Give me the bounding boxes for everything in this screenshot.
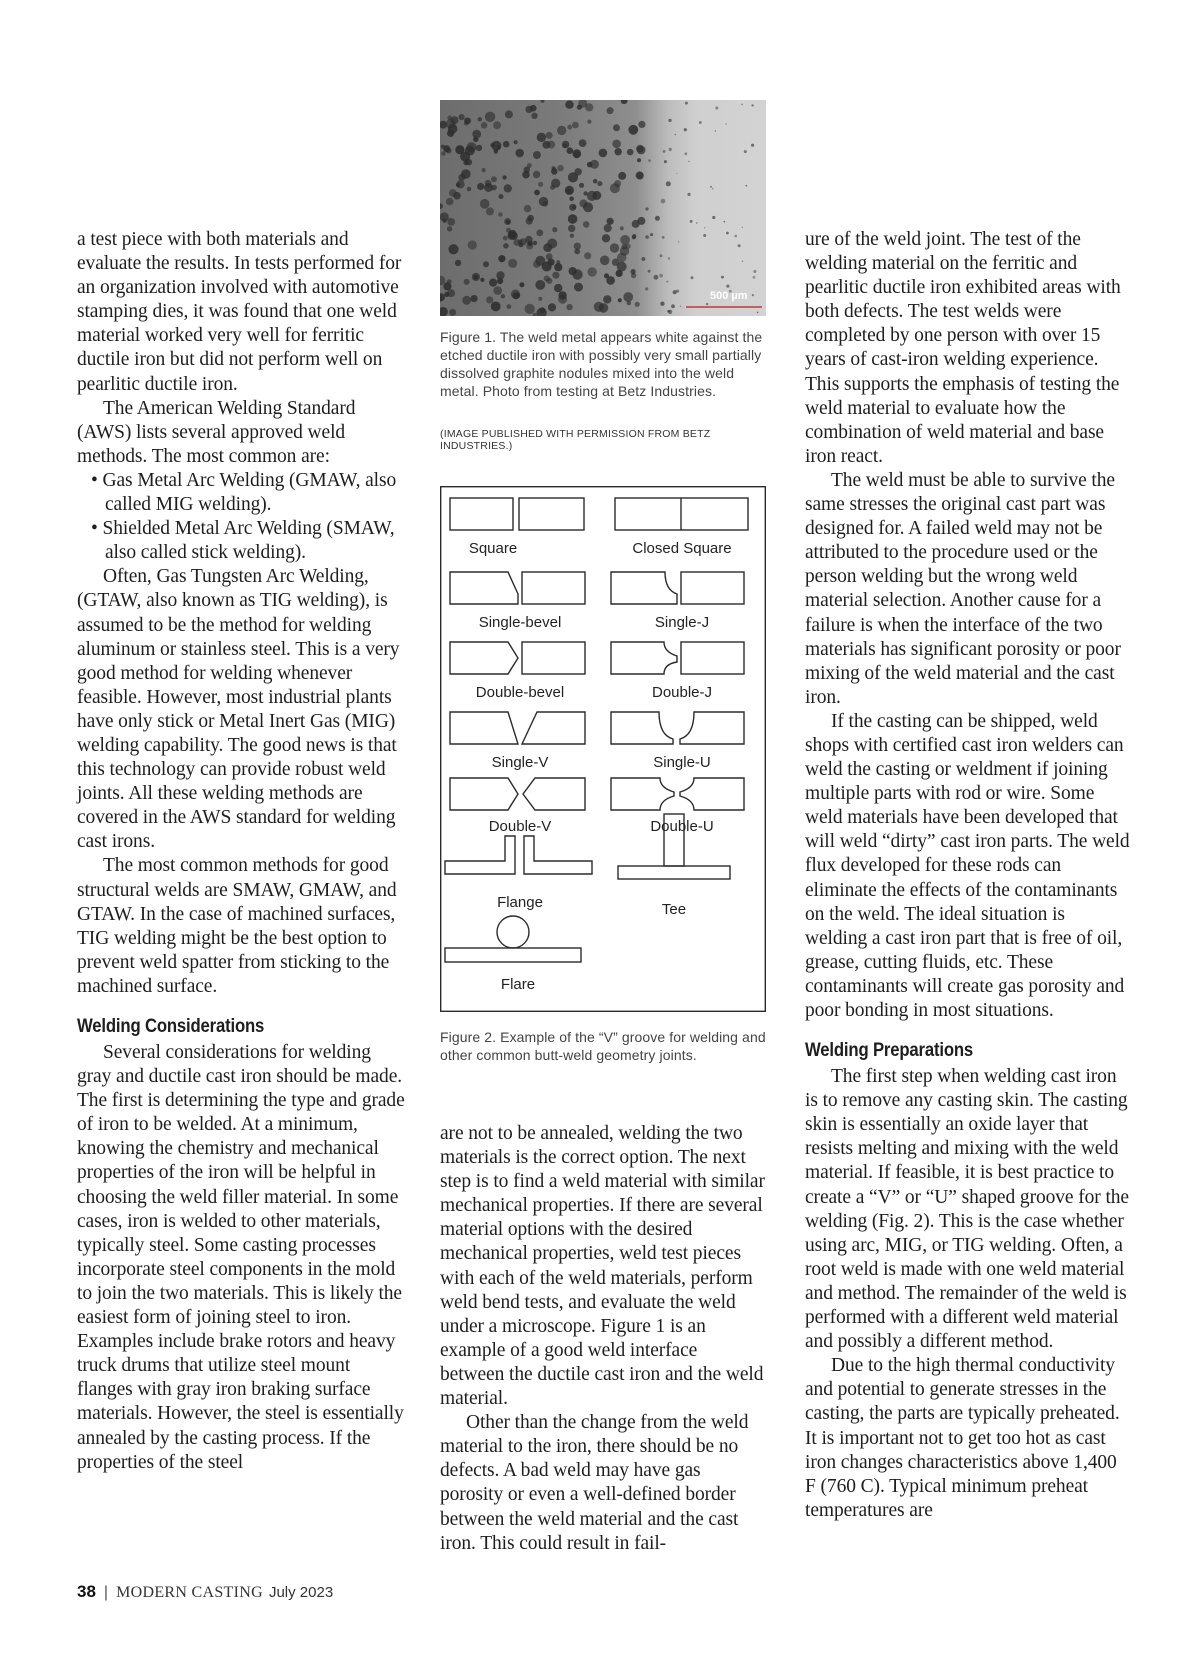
label-double-u: Double-U (650, 818, 714, 835)
graphite-nodule (505, 110, 513, 118)
graphite-nodule (715, 107, 718, 110)
graphite-nodule (550, 185, 555, 190)
graphite-nodule (552, 227, 557, 232)
graphite-nodule (671, 304, 675, 308)
graphite-nodule (673, 290, 677, 294)
graphite-nodule (558, 295, 567, 304)
graphite-nodule (583, 221, 590, 228)
graphite-nodule (554, 263, 562, 271)
graphite-nodule (660, 302, 664, 306)
graphite-nodule (557, 165, 563, 171)
graphite-nodule (516, 293, 520, 297)
graphite-nodule (498, 212, 503, 217)
graphite-nodule (706, 303, 708, 305)
paragraph: The most common methods for good structural welds are SMAW, GMAW, and GTAW. In the case of machined surfaces, TIG welding might be the best option to prevent weld spatter from sticking to the machined surface. (77, 855, 397, 997)
graphite-nodule (467, 142, 477, 152)
graphite-nodule (620, 235, 630, 245)
graphite-nodule (491, 302, 501, 312)
section-heading: Welding Considerations (77, 1016, 265, 1037)
graphite-nodule (752, 294, 754, 296)
graphite-nodule (449, 309, 456, 316)
graphite-nodule (476, 145, 482, 151)
graphite-nodule (712, 216, 715, 219)
graphite-nodule (486, 207, 494, 215)
graphite-nodule (490, 143, 495, 148)
graphite-nodule (486, 296, 493, 303)
graphite-nodule (572, 205, 576, 209)
micrograph-image (440, 100, 766, 316)
graphite-nodule (572, 122, 579, 129)
graphite-nodule (666, 281, 668, 283)
graphite-nodule (498, 255, 505, 262)
graphite-nodule (459, 114, 465, 120)
joint-double-j-left (611, 642, 677, 674)
graphite-nodule (696, 222, 697, 223)
graphite-nodule (447, 115, 452, 120)
bullet-item: • Gas Metal Arc Welding (GMAW, also called MIG welding). (91, 469, 397, 516)
graphite-nodule (703, 234, 706, 237)
graphite-nodule (482, 168, 486, 172)
label-single-bevel: Single-bevel (478, 614, 562, 631)
graphite-nodule (503, 243, 509, 249)
graphite-nodule (484, 183, 493, 192)
graphite-nodule (566, 189, 572, 195)
graphite-nodule (599, 303, 609, 313)
graphite-nodule (604, 273, 609, 278)
graphite-nodule (447, 226, 452, 231)
graphite-nodule (456, 180, 464, 188)
issue-date: July 2023 (268, 1584, 334, 1601)
graphite-nodule (654, 275, 659, 280)
joint-flange-left (445, 836, 515, 874)
graphite-nodule (615, 148, 622, 155)
graphite-nodule (493, 121, 501, 129)
graphite-nodule (496, 145, 501, 150)
joint-square-left (450, 498, 513, 530)
graphite-nodule (753, 270, 756, 273)
graphite-nodule (645, 207, 648, 210)
scale-label: 500 µm (710, 290, 748, 302)
graphite-nodule (607, 107, 614, 114)
graphite-nodule (464, 279, 470, 285)
graphite-nodule (557, 126, 566, 135)
graphite-nodule (567, 125, 572, 130)
graphite-nodule (659, 274, 663, 278)
graphite-nodule (675, 134, 677, 136)
graphite-nodule (650, 233, 653, 236)
joint-double-bevel-left (450, 642, 518, 674)
joint-single-bevel-left (450, 572, 518, 604)
graphite-nodule (663, 150, 666, 153)
graphite-nodule (604, 224, 612, 232)
graphite-nodule (579, 139, 587, 147)
graphite-nodule (599, 149, 608, 158)
graphite-nodule (574, 283, 583, 292)
graphite-nodule (610, 183, 620, 193)
paragraph: The weld must be able to survive the same stresses the original cast part was designed for. A failed weld may not be attributed to the procedure used or the person welding but the wrong weld material selection. Another cause for a failure is when the interface of the two materials has significant porosity or poor mixing of the weld material and the cast iron. (805, 469, 1121, 708)
graphite-nodule (447, 289, 455, 297)
graphite-nodule (584, 252, 591, 259)
graphite-nodule (534, 190, 540, 196)
label-double-j: Double-J (651, 684, 713, 701)
graphite-nodule (539, 307, 545, 313)
graphite-nodule (723, 221, 725, 223)
graphite-nodule (542, 141, 550, 149)
graphite-nodule (483, 261, 489, 267)
graphite-nodule (666, 181, 671, 186)
bullet-text: Gas Metal Arc Welding (GMAW, also called MIG welding). (102, 469, 397, 516)
graphite-nodule (480, 199, 490, 209)
graphite-nodule (533, 260, 541, 268)
graphite-nodule (525, 304, 535, 314)
graphite-nodule (678, 241, 679, 242)
graphite-nodule (543, 243, 552, 252)
page-number: 38 (77, 1582, 96, 1601)
graphite-nodule (645, 235, 649, 239)
graphite-nodule (648, 159, 651, 162)
joint-single-v-right (522, 712, 585, 744)
graphite-nodule (738, 244, 741, 247)
graphite-nodule (533, 171, 540, 178)
paragraph: are not to be annealed, welding the two materials is the correct option. The next step is to find a weld material with similar mechanical properties. If there are several material options with the desired mechanical properties, weld test pieces with each of the weld materials, perform weld bend tests, and evaluate the weld under a microscope. Figure 1 is an example of a good weld interface between the ductile cast iron and the weld material. (440, 1123, 765, 1410)
graphite-nodule (448, 124, 458, 134)
article-column-1 (77, 228, 409, 1475)
graphite-nodule (535, 280, 545, 290)
graphite-nodule (597, 181, 602, 186)
graphite-nodule (463, 160, 468, 165)
article-column-3 (805, 228, 1130, 1523)
graphite-nodule (467, 187, 472, 192)
graphite-nodule (602, 234, 610, 242)
graphite-nodule (620, 246, 629, 255)
graphite-nodule (533, 151, 541, 159)
graphite-nodule (468, 240, 477, 249)
graphite-nodule (691, 276, 694, 279)
joint-double-u-left (611, 778, 674, 810)
graphite-nodule (481, 122, 488, 129)
graphite-nodule (566, 304, 572, 310)
graphite-nodule (443, 219, 447, 223)
graphite-nodule (628, 125, 638, 135)
graphite-nodule (676, 173, 677, 174)
graphite-nodule (588, 267, 597, 276)
page-footer (77, 1582, 333, 1602)
graphite-nodule (726, 232, 729, 235)
graphite-nodule (497, 278, 503, 284)
label-flange: Flange (497, 894, 543, 911)
graphite-nodule (612, 259, 619, 266)
graphite-nodule (620, 226, 624, 230)
figure-1-caption: Figure 1. The weld metal appears white against the etched ductile iron with possibly very small partially dissolved graphite nodules mixed into the weld metal. Photo from testing at Betz Industries. (440, 329, 763, 399)
label-flare: Flare (500, 976, 536, 993)
graphite-nodule (627, 301, 631, 305)
paragraph: The first step when welding cast iron is to remove any casting skin. The casting skin is essentially an oxide layer that resists melting and mixing with the weld material. If feasible, it is best practice to create a “V” or “U” shaped groove for the welding (Fig. 2). This is the case whether using arc, MIG, or TIG welding. Often, a root weld is made with one weld material and method. The remainder of the weld is performed with a different weld material and possibly a different method. (805, 1066, 1129, 1353)
graphite-nodule (501, 294, 505, 298)
graphite-nodule (518, 242, 523, 247)
graphite-nodule (638, 121, 645, 128)
graphite-nodule (745, 185, 747, 187)
graphite-nodule (446, 198, 454, 206)
joint-single-bevel-right (522, 572, 585, 604)
joint-double-bevel-right (522, 642, 585, 674)
graphite-nodule (631, 273, 636, 278)
graphite-nodule (710, 186, 712, 188)
graphite-nodule (548, 303, 556, 311)
graphite-nodule (514, 140, 518, 144)
graphite-nodule (661, 199, 666, 204)
graphite-nodule (570, 234, 574, 238)
graphite-nodule (569, 197, 574, 202)
graphite-nodule (680, 306, 682, 308)
graphite-nodule (503, 236, 508, 241)
graphite-nodule (464, 118, 471, 125)
graphite-nodule (489, 279, 497, 287)
graphite-nodule (567, 147, 574, 154)
graphite-nodule (568, 225, 575, 232)
graphite-nodule (528, 241, 533, 246)
figure-2-caption: Figure 2. Example of the “V” groove for welding and other common butt-weld geometry joints. (440, 1029, 766, 1063)
graphite-nodule (530, 105, 537, 112)
graphite-nodule (667, 310, 670, 313)
graphite-nodule (623, 292, 633, 302)
graphite-nodule (448, 244, 458, 254)
graphite-nodule (645, 287, 648, 290)
graphite-nodule (715, 130, 716, 131)
joint-single-u-right (680, 712, 744, 744)
joint-double-v-left (450, 778, 518, 810)
graphite-nodule (655, 216, 660, 221)
graphite-nodule (471, 295, 478, 302)
graphite-nodule (742, 227, 743, 228)
graphite-nodule (537, 133, 546, 142)
graphite-nodule (660, 254, 663, 257)
graphite-nodule (636, 171, 644, 179)
graphite-nodule (531, 113, 537, 119)
graphite-nodule (455, 260, 461, 266)
joint-single-u-left (611, 712, 673, 744)
graphite-nodule (664, 160, 667, 163)
bullet-item: • Shielded Metal Arc Welding (SMAW, also called stick welding). (91, 518, 395, 564)
graphite-nodule (668, 119, 671, 122)
graphite-nodule (613, 124, 620, 131)
graphite-nodule (603, 295, 611, 303)
graphite-nodule (725, 123, 726, 124)
paragraph: If the casting can be shipped, weld shops with certified cast iron welders can weld the casting or weldment if joining multiple parts with rod or wire. Some weld materials have been developed that will weld “dirty” cast iron parts. The weld flux developed for these rods can eliminate the effects of the contaminants on the weld. The ideal situation is welding a cast iron part that is free of oil, grease, cutting fluids, etc. These contaminants will create gas porosity and poor bonding in most situations. (805, 710, 1130, 1021)
graphite-nodule (478, 117, 482, 121)
graphite-nodule (742, 261, 744, 263)
graphite-nodule (447, 218, 455, 226)
graphite-nodule (685, 102, 688, 105)
paragraph: ure of the weld joint. The test of the welding material on the ferritic and pearlitic ductile iron exhibited areas with both defects. The test welds were completed by one person with over 15 years of cast-iron welding experience. This supports the emphasis of testing the weld material to evaluate how the combination of weld material and base iron react. (805, 229, 1121, 467)
graphite-nodule (637, 158, 641, 162)
graphite-nodule (462, 296, 471, 305)
graphite-nodule (704, 227, 705, 228)
graphite-nodule (522, 171, 530, 179)
graphite-nodule (574, 243, 581, 250)
graphite-nodule (744, 150, 747, 153)
graphite-nodule (684, 128, 687, 131)
article-column-2 (440, 1122, 765, 1556)
graphite-nodule (552, 166, 556, 170)
graphite-nodule (712, 188, 714, 190)
graphite-nodule (538, 182, 543, 187)
graphite-nodule (699, 121, 702, 124)
joint-single-v-left (450, 712, 518, 744)
micrograph-photo (440, 100, 766, 316)
joint-square-right (519, 498, 584, 530)
label-square: Square (468, 540, 518, 557)
graphite-nodule (480, 278, 484, 282)
graphite-nodule (648, 270, 651, 273)
graphite-nodule (618, 172, 626, 180)
section-heading: Welding Preparations (805, 1040, 974, 1062)
footer-separator: | (103, 1584, 109, 1601)
graphite-nodule (552, 272, 559, 279)
graphite-nodule (669, 148, 672, 151)
graphite-nodule (544, 276, 550, 282)
graphite-nodule (538, 297, 542, 301)
weld-joint-diagram (440, 486, 766, 1017)
graphite-nodule (539, 197, 548, 206)
graphite-nodule (684, 152, 687, 155)
graphite-nodule (494, 149, 498, 153)
joint-double-j-right (681, 642, 744, 674)
graphite-nodule (642, 257, 646, 261)
graphite-nodule (587, 191, 597, 201)
graphite-nodule (616, 270, 623, 277)
paragraph: a test piece with both materials and evaluate the results. In tests performed for an organization involved with automotive stamping dies, it was found that one weld material worked very well for ferritic ductile iron but did not perform well on pearlitic ductile iron. (77, 229, 402, 395)
label-single-v: Single-V (491, 754, 549, 771)
graphite-nodule (757, 312, 759, 314)
joint-double-v-right (523, 778, 585, 810)
graphite-nodule (473, 137, 478, 142)
graphite-nodule (503, 141, 510, 148)
graphite-nodule (507, 304, 512, 309)
label-double-v: Double-V (488, 818, 552, 835)
joint-tee-base (618, 866, 730, 879)
paragraph: Often, Gas Tungsten Arc Welding, (GTAW, also known as TIG welding), is assumed to be the method for welding aluminum or stainless steel. This is a very good method for welding whenever feasible. However, most industrial plants have only stick or Metal Inert Gas (MIG) welding capability. The good news is that this technology can provide robust weld joints. All these welding methods are covered in the AWS standard for welding cast irons. (77, 566, 400, 853)
graphite-nodule (519, 282, 524, 287)
graphite-nodule (542, 262, 552, 272)
joint-double-u-right (680, 778, 744, 810)
graphite-nodule (504, 184, 512, 192)
label-single-j: Single-J (654, 614, 710, 631)
joint-flare-base (445, 948, 581, 962)
graphite-nodule (587, 120, 591, 124)
graphite-nodule (515, 149, 524, 158)
bullet-text: Shielded Metal Arc Welding (SMAW, also called stick welding). (102, 518, 395, 564)
graphite-nodule (573, 151, 580, 158)
graphite-nodule (554, 284, 562, 292)
graphite-nodule (485, 112, 495, 122)
graphite-nodule (493, 286, 502, 295)
graphite-nodule (637, 217, 645, 225)
graphite-nodule (568, 214, 578, 224)
paragraph: The American Welding Standard (AWS) lists several approved weld methods. The most common are: (77, 397, 356, 467)
graphite-nodule (632, 235, 636, 239)
graphite-nodule (536, 229, 543, 236)
graphite-nodule (449, 189, 457, 197)
joint-flare-rod (497, 916, 529, 948)
graphite-nodule (687, 193, 690, 196)
graphite-nodule (618, 298, 622, 302)
graphite-nodule (510, 232, 518, 240)
graphite-nodule (565, 101, 573, 109)
graphite-nodule (751, 104, 753, 106)
graphite-nodule (446, 148, 452, 154)
graphite-nodule (636, 145, 644, 153)
label-single-u: Single-U (653, 754, 711, 771)
graphite-nodule (546, 132, 553, 139)
graphite-nodule (447, 279, 452, 284)
graphite-nodule (600, 256, 610, 266)
graphite-nodule (590, 160, 599, 169)
graphite-nodule (477, 183, 484, 190)
graphite-nodule (741, 104, 743, 106)
graphite-nodule (593, 179, 598, 184)
diagram-frame (441, 487, 766, 1012)
graphite-nodule (472, 273, 480, 281)
graphite-nodule (491, 176, 497, 182)
graphite-nodule (502, 175, 506, 179)
graphite-nodule (721, 276, 724, 279)
graphite-nodule (627, 149, 634, 156)
graphite-nodule (753, 276, 756, 279)
graphite-nodule (441, 151, 445, 155)
graphite-nodule (751, 144, 754, 147)
graphite-nodule (579, 199, 587, 207)
label-closed-square: Closed Square (632, 540, 732, 557)
graphite-nodule (533, 241, 538, 246)
graphite-nodule (688, 161, 690, 163)
graphite-nodule (610, 243, 619, 252)
graphite-nodule (690, 220, 693, 223)
graphite-nodule (734, 235, 737, 238)
graphite-nodule (635, 302, 640, 307)
paragraph: Due to the high thermal conductivity and potential to generate stresses in the casting, the parts are typically preheated. It is important not to get too hot as cast iron changes characteristics above 1,400 F (760 C). Typical minimum preheat temperatures are (805, 1355, 1120, 1521)
label-double-bevel: Double-bevel (475, 684, 565, 701)
weld-joint-svg (440, 486, 766, 1012)
joint-single-j-right (681, 572, 744, 604)
image-credit: (IMAGE PUBLISHED WITH PERMISSION FROM BETZ INDUSTRIES.) (440, 428, 711, 452)
magazine-name: MODERN CASTING (116, 1584, 263, 1601)
paragraph: Several considerations for welding gray and ductile cast iron should be made. The first is determining the type and grade of iron to be welded. At a minimum, knowing the chemistry and mechanical properties of the iron will be helpful in choosing the weld filler material. In some cases, iron is welded to other materials, typically steel. Some casting processes incorporate steel components in the mold to join the two materials. This is likely the easiest form of joining steel to iron. Examples include brake rotors and heavy truck drums that utilize steel mount flanges with gray iron braking surface materials. However, the steel is essentially annealed by the casting process. If the properties of the steel (77, 1042, 405, 1473)
graphite-nodule (508, 259, 517, 268)
graphite-nodule (607, 218, 614, 225)
graphite-nodule (726, 285, 729, 288)
joint-flange-right (524, 836, 592, 874)
graphite-nodule (568, 172, 578, 182)
graphite-nodule (662, 236, 665, 239)
graphite-nodule (527, 215, 534, 222)
joint-single-j-left (611, 572, 677, 604)
graphite-nodule (572, 269, 582, 279)
graphite-nodule (499, 194, 504, 199)
graphite-nodule (612, 140, 621, 149)
graphite-nodule (562, 141, 570, 149)
graphite-nodule (668, 257, 670, 259)
graphite-nodule (579, 183, 584, 188)
paragraph: Other than the change from the weld material to the iron, there should be no defects. A bad weld may have gas porosity or even a well-defined border between the weld material and the cast iron. This could result in fail- (440, 1412, 749, 1554)
graphite-nodule (504, 218, 511, 225)
graphite-nodule (458, 174, 465, 181)
label-tee: Tee (661, 901, 687, 918)
graphite-nodule (524, 205, 531, 212)
